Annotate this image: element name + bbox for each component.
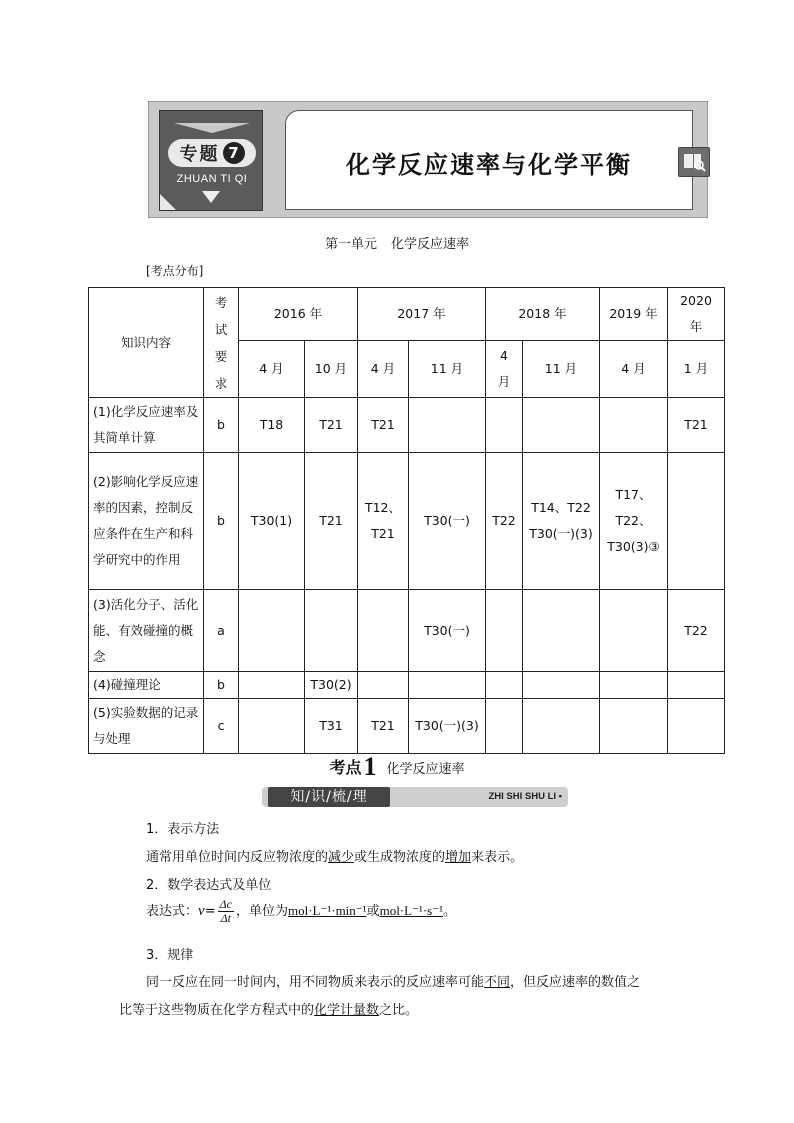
knowledge-cell: (2)影响化学反应速率的因素，控制反应条件在生产和科学研究中的作用 <box>89 453 204 590</box>
paragraph-3-line-1 <box>146 971 640 990</box>
answer-underlined: 化学计量数 <box>314 1003 380 1018</box>
exam-cell <box>239 699 305 754</box>
answer-underlined: 增加 <box>445 850 472 865</box>
text: 之比。 <box>379 1003 419 1018</box>
exam-cell: T30(一) <box>409 590 486 672</box>
header-requirement: 考试要求 <box>204 288 239 398</box>
knowledge-review-pinyin: ZHI SHI SHU LI • <box>488 791 562 802</box>
exam-cell <box>239 590 305 672</box>
header-year-2018: 2018 年 <box>486 288 600 341</box>
kaodian-name: 化学反应速率 <box>386 762 465 777</box>
header-month: 4 月 <box>239 341 305 398</box>
exam-cell <box>668 453 725 590</box>
fraction <box>218 898 234 925</box>
exam-cell: T30(1) <box>239 453 305 590</box>
header-month: 4 月 <box>486 341 523 398</box>
exam-cell <box>358 590 409 672</box>
text: 来表示。 <box>471 850 524 865</box>
exam-cell <box>668 699 725 754</box>
exam-cell <box>486 398 523 453</box>
exam-cell <box>523 398 600 453</box>
header-year-2020: 2020 年 <box>668 288 725 341</box>
header-month: 4 月 <box>600 341 668 398</box>
kaodian-heading <box>0 752 794 782</box>
kaodian-number: 1 <box>363 752 377 781</box>
exam-cell: T30(一)(3) <box>409 699 486 754</box>
exam-distribution-table <box>88 287 725 754</box>
knowledge-cell: (5)实验数据的记录与处理 <box>89 699 204 754</box>
requirement-cell: b <box>204 453 239 590</box>
exam-cell: T21 <box>305 398 358 453</box>
exam-cell: T18 <box>239 398 305 453</box>
table-row <box>89 699 725 754</box>
header-year-2019: 2019 年 <box>600 288 668 341</box>
table-row <box>89 453 725 590</box>
exam-cell: T21 <box>668 398 725 453</box>
knowledge-cell: (3)活化分子、活化能、有效碰撞的概念 <box>89 590 204 672</box>
exam-cell: T21 <box>305 453 358 590</box>
unit-answer: mol·L⁻¹·s⁻¹ <box>379 903 443 918</box>
heading-3: 3．规律 <box>146 948 194 963</box>
table-row <box>89 672 725 699</box>
requirement-cell: b <box>204 398 239 453</box>
exam-cell <box>409 398 486 453</box>
exam-cell <box>523 699 600 754</box>
exam-cell <box>358 672 409 699</box>
exam-cell <box>239 672 305 699</box>
header-month: 11 月 <box>409 341 486 398</box>
exam-cell: T17、T22、T30(3)③ <box>600 453 668 590</box>
fraction-denominator: Δt <box>220 911 231 925</box>
exam-cell <box>409 672 486 699</box>
section-label: [考点分布] <box>146 264 204 278</box>
chapter-title: 化学反应速率与化学平衡 <box>346 151 632 179</box>
exam-cell <box>486 590 523 672</box>
text: 表达式： <box>146 904 199 919</box>
exam-cell <box>486 699 523 754</box>
chapter-label-text: 专题 <box>179 144 220 165</box>
table-row <box>89 590 725 672</box>
page-fold-icon <box>160 194 176 210</box>
table-row <box>89 398 725 453</box>
knowledge-cell: (1)化学反应速率及其简单计算 <box>89 398 204 453</box>
header-knowledge: 知识内容 <box>89 288 204 398</box>
exam-cell: T30(一) <box>409 453 486 590</box>
unit-answer: mol·L⁻¹·min⁻¹ <box>287 903 367 918</box>
paragraph-3-line-2 <box>119 999 418 1018</box>
header-month: 11 月 <box>523 341 600 398</box>
requirement-cell: a <box>204 590 239 672</box>
triangle-down-icon <box>202 191 220 203</box>
chapter-title-box <box>285 110 693 210</box>
text: 通常用单位时间内反应物浓度的 <box>146 850 329 865</box>
exam-cell <box>668 672 725 699</box>
badge-ornament <box>174 123 250 133</box>
exam-cell: T22 <box>668 590 725 672</box>
knowledge-review-label: 知/识/梳/理 <box>268 787 390 807</box>
unit-title <box>0 233 794 252</box>
book-search-icon <box>678 147 710 177</box>
exam-cell: T21 <box>358 699 409 754</box>
requirement-cell: c <box>204 699 239 754</box>
chapter-banner <box>148 101 708 218</box>
text: 或 <box>366 904 380 919</box>
text: ，单位为 <box>235 904 288 919</box>
exam-cell <box>600 672 668 699</box>
exam-cell <box>523 590 600 672</box>
header-month: 4 月 <box>358 341 409 398</box>
kaodian-prefix: 考点 <box>329 758 362 777</box>
exam-cell: T30(2) <box>305 672 358 699</box>
chapter-badge <box>159 110 263 211</box>
exam-cell: T31 <box>305 699 358 754</box>
header-year-2017: 2017 年 <box>358 288 486 341</box>
header-month: 10 月 <box>305 341 358 398</box>
answer-underlined: 减少 <box>328 850 355 865</box>
text: 同一反应在同一时间内，用不同物质来表示的反应速率可能 <box>146 975 485 990</box>
chapter-label <box>168 139 256 167</box>
unit-name: 化学反应速率 <box>391 237 470 252</box>
exam-cell <box>305 590 358 672</box>
exam-cell: T14、T22 T30(一)(3) <box>523 453 600 590</box>
header-year-2016: 2016 年 <box>239 288 358 341</box>
exam-cell <box>486 672 523 699</box>
paragraph-1 <box>146 846 523 865</box>
exam-cell: T12、T21 <box>358 453 409 590</box>
answer-underlined: 不同 <box>484 975 511 990</box>
knowledge-review-bar <box>262 787 568 807</box>
requirement-cell: b <box>204 672 239 699</box>
exam-cell <box>600 590 668 672</box>
fraction-numerator: Δc <box>219 897 232 911</box>
text: = <box>204 904 216 919</box>
text: 或生成物浓度的 <box>354 850 446 865</box>
unit-number: 第一单元 <box>324 237 377 252</box>
knowledge-cell: (4)碰撞理论 <box>89 672 204 699</box>
heading-2: 2．数学表达式及单位 <box>146 878 272 893</box>
text: ，但反应速率的数值之 <box>510 975 641 990</box>
rate-formula <box>146 898 456 925</box>
exam-cell: T22 <box>486 453 523 590</box>
formula-variable: v <box>198 903 205 919</box>
exam-cell <box>600 398 668 453</box>
heading-1: 1．表示方法 <box>146 822 220 837</box>
chapter-pinyin: ZHUAN TI QI <box>176 173 248 185</box>
exam-cell: T21 <box>358 398 409 453</box>
text: 比等于这些物质在化学方程式中的 <box>119 1003 315 1018</box>
exam-cell <box>523 672 600 699</box>
text: 。 <box>442 904 456 919</box>
header-month: 1 月 <box>668 341 725 398</box>
chapter-number: 7 <box>223 142 245 164</box>
exam-cell <box>600 699 668 754</box>
